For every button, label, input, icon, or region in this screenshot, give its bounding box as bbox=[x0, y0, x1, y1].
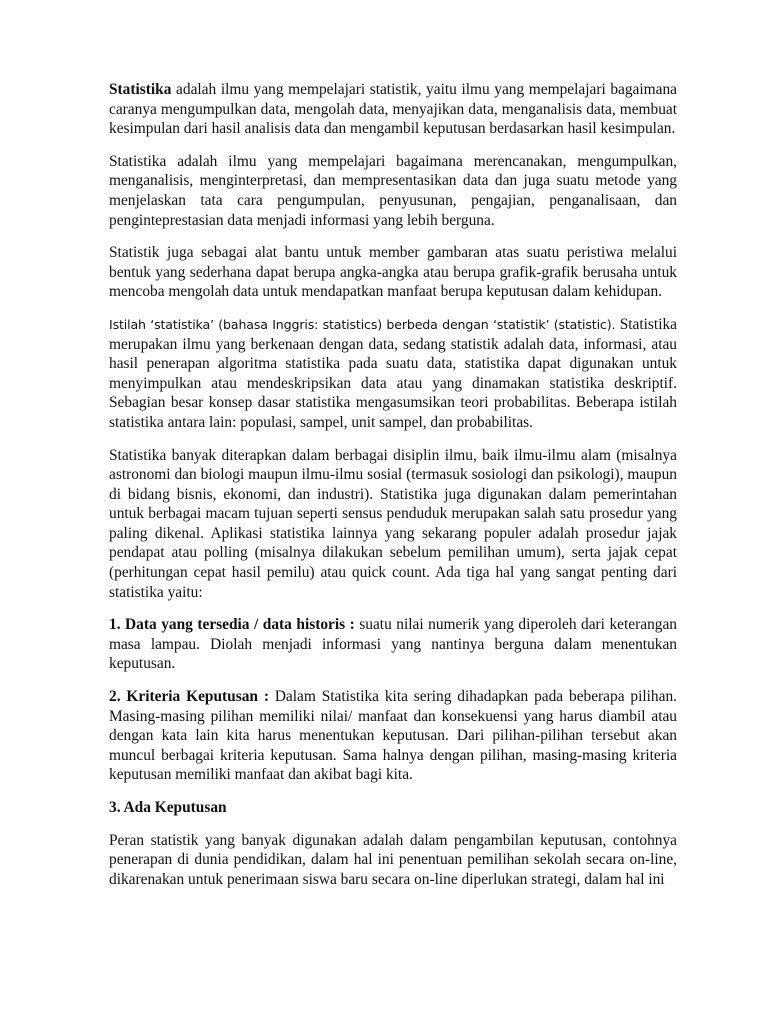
list-item-kriteria-keputusan-label: 2. Kriteria Keputusan : bbox=[109, 688, 269, 706]
term-statistika: Statistika bbox=[109, 81, 172, 98]
list-item-ada-keputusan: 3. Ada Keputusan bbox=[109, 799, 227, 816]
list-item-kriteria-keputusan bbox=[109, 687, 677, 785]
paragraph-role: Peran statistik yang banyak digunakan adalah dalam pengambilan keputusan, contohnya penerapan di dunia pendidikan, dalam hal ini penentuan pemilihan sekolah secara on-line, dikarenakan untuk penerimaan siswa baru secara on-line diperlukan strategi, dalam hal ini bbox=[109, 831, 677, 888]
paragraph-term bbox=[109, 315, 677, 433]
paragraph-definition-text: adalah ilmu yang mempelajari statistik, yaitu ilmu yang mempelajari bagaimana caranya mengumpulkan data, mengolah data, menyajikan data, menganalisis data, membuat kesimpulan dari hasil analisis data dan mengambil keputusan berdasarkan hasil kesimpulan. bbox=[109, 81, 677, 138]
list-item-data-historis bbox=[109, 615, 677, 674]
list-item-data-historis-text: suatu nilai numerik yang diperoleh dari keterangan masa lampau. Diolah menjadi informasi yang nantinya berguna dalam menentukan keputusan. bbox=[109, 616, 677, 673]
paragraph-term-text: Statistika merupakan ilmu yang berkenaan dengan data, sedang statistik adalah data, informasi, atau hasil penerapan algoritma statistika pada suatu data, statistika dapat digunakan untuk menyimpulkan atau mendeskripsikan data atau yang dinamakan statistika deskriptif. Sebagian besar konsep dasar statistika mengasumsikan teori probabilitas. Beberapa istilah statistika antara lain: populasi, sampel, unit sampel, dan probabilitas. bbox=[109, 315, 678, 431]
list-item-data-historis-label: 1. Data yang tersedia / data historis : bbox=[109, 616, 355, 634]
paragraph-tool: Statistik juga sebagai alat bantu untuk member gambaran atas suatu peristiwa melalui bentuk yang sederhana dapat berupa angka-angka atau berupa grafik-grafik berusaha untuk mencoba mengolah data untuk mendapatkan manfaat berupa keputusan dalam kehidupan. bbox=[109, 244, 677, 301]
paragraph-term-intro: Istilah ‘statistika’ (bahasa Inggris: statistics) berbeda dengan ‘statistik’ (statistic). bbox=[109, 316, 616, 332]
paragraph-applications: Statistika banyak diterapkan dalam berbagai disiplin ilmu, baik ilmu-ilmu alam (misalnya astronomi dan biologi maupun ilmu-ilmu sosial (termasuk sosiologi dan psikologi), maupun di bidang bisnis, ekonomi, dan industri). Statistika juga digunakan dalam pemerintahan untuk berbagai macam tujuan seperti sensus penduduk merupakan salah satu prosedur yang paling dikenal. Aplikasi statistika lainnya yang sekarang populer adalah prosedur jajak pendapat atau polling (misalnya dilakukan sebelum pemilihan umum), serta jajak cepat (perhitungan cepat hasil pemilu) atau quick count. Ada tiga hal yang sangat penting dari statistika yaitu: bbox=[109, 446, 677, 601]
list-item-kriteria-keputusan-text: Dalam Statistika kita sering dihadapkan pada beberapa pilihan. Masing-masing pilihan memiliki nilai/ manfaat dan konsekuensi yang harus diambil atau dengan kata lain kita harus menentukan keputusan. Dari pilihan-pilihan tersebut akan muncul berbagai kriteria keputusan. Sama halnya dengan pilihan, masing-masing kriteria keputusan memiliki manfaat dan akibat bagi kita. bbox=[109, 688, 677, 784]
paragraph-definition bbox=[109, 80, 677, 139]
paragraph-planning: Statistika adalah ilmu yang mempelajari bagaimana merencanakan, mengumpulkan, menganalisis, menginterpretasi, dan mempresentasikan data dan juga suatu metode yang menjelaskan tata cara pengumpulan, penyusunan, pengajian, penganalisaan, dan penginteprestasian data menjadi informasi yang lebih berguna. bbox=[109, 152, 677, 229]
document-page bbox=[109, 80, 677, 902]
